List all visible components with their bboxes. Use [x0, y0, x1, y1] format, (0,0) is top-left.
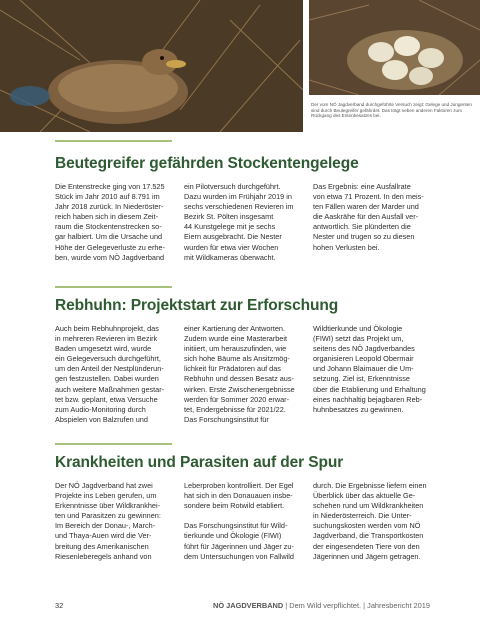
paragraph: Der NÖ Jagdverband hat zwei Projekte ins Leben gerufen, um Erkenntnisse über Wildkrankhei- ten und Parasitzen zu gewinnen: Im Bereich der Donau-, March- und Thaya-Auen wird die Ver- breitung des Amerikanischen Riesenleberegels anhand von [55, 481, 161, 561]
paragraph: Auch beim Rebhuhnprojekt, das in mehreren Revieren im Bezirk Baden umgesetzt wird, wurde ein Gelegeversuch durchgeführt, um den Anteil der Nestplünderun- gen festzustellen. Dabei wurden auch weitere Maßnahmen gestar- tet bzw. geplant, etwa Versuche zum Audio-Monitoring durch Abspielen von Balzrufen und [55, 324, 165, 424]
text-column-3 [313, 324, 430, 425]
footer-text [213, 601, 430, 610]
eggs-in-nest-photo [309, 0, 480, 95]
footer-brand: NÖ JAGDVERBAND [212, 601, 284, 610]
eggs-photo-illustration [309, 0, 480, 95]
text-column-2 [184, 481, 301, 562]
paragraph: Das Ergebnis: eine Ausfallrate von etwa 71 Prozent. In den meis- ten Fällen waren der Marder und die Aaskrähe für den Ausfall ver- antwortlich. Sie plünderten die Nester und trugen so zu diesen hohen Verlusten bei. [313, 182, 424, 252]
page-number: 32 [55, 601, 64, 610]
section-rule [55, 286, 172, 288]
footer-tagline: | Dem Wild verpflichtet. | Jahresbericht 2019 [283, 601, 430, 610]
photo-caption: Der vom NÖ Jagdverband durchgeführte Versuch zeigt: Gelege und Jungenten sind durch Beutegreifer gefährdet. Das trägt neben anderen Faktoren zum Rückgang des Entenbesatzes bei. [311, 102, 472, 119]
paragraph: ein Pilotversuch durchgeführt. Dazu wurden im Frühjahr 2019 in sechs verschiedenen Revieren im Bezirk St. Pölten insgesamt 44 Kunstgelege mit je sechs Eiern ausgebracht. Die Nester wurden für etwa vier Wochen mit Wildkameras überwacht. [184, 182, 294, 262]
section-krankheiten [55, 443, 430, 562]
section-title: Beutegreifer gefährden Stockentengelege [55, 155, 359, 172]
paragraph: Die Entenstrecke ging von 17.525 Stück im Jahr 2010 auf 8.791 im Jahr 2018 zurück. In Niederöster- reich haben sich in diesem Zeit- raum die Stockentenstrecken so- gar halbiert. Um die Ursache und Höhe der Gelegeverluste zu erhe- ben, wurde vom NÖ Jagdverband [55, 182, 165, 262]
text-column-1 [55, 481, 172, 562]
section-rule [55, 140, 172, 142]
paragraph: Wildtierkunde und Ökologie (FIWI) setzt das Projekt um, seitens des NÖ Jagdverbandes organisieren Leopold Obermair und Johann Blaimauer die Um- setzung. Ziel ist, Erkenntnisse über die Etablierung und Erhaltung eines nachhaltig bejagbaren Reb- huhnbesatzes zu gewinnen. [313, 324, 426, 414]
text-column-2 [184, 324, 301, 425]
paragraph: Leberproben kontrolliert. Der Egel hat sich in den Donauauen insbe- sondere beim Rotwild etabliert. Das Forschungsinstitut für Wild- tierkunde und Ökologie (FIWI) führt für Jägerinnen und Jäger zu- dem Untersuchungen von Fallwild [184, 481, 294, 561]
text-column-3 [313, 481, 430, 562]
text-column-3 [313, 182, 430, 263]
section-rule [55, 443, 172, 445]
paragraph: durch. Die Ergebnisse liefern einen Überblick über das aktuelle Ge- schehen rund um Wildkrankheiten in Niederösterreich. Die Unter- suchungskosten werden vom NÖ Jagdverband, die Transportkosten der eingesendeten Tiere von den Jägerinnen und Jägern getragen. [313, 481, 427, 561]
section-title: Krankheiten und Parasiten auf der Spur [55, 454, 344, 471]
duck-on-nest-photo [0, 0, 303, 132]
duck-photo-illustration [0, 0, 303, 132]
text-column-1 [55, 182, 172, 263]
paragraph: einer Kartierung der Antworten. Zudem wurde eine Masterarbeit initiiert, um herauszufinden, wie sich hohe Bäume als Ansitzmög- lichkeit für Prädatoren auf das Rebhuhn und dessen Besatz aus- wirken. Erste Zwischenergebnisse werden für Sommer 2020 erwar- tet, Endergebnisse für 2021/22. Das Forschungsinstitut für [184, 324, 295, 424]
section-rebhuhn [55, 286, 430, 425]
section-title: Rebhuhn: Projektstart zur Erforschung [55, 297, 339, 314]
section-columns [55, 324, 430, 425]
section-columns [55, 481, 430, 562]
section-beutegreifer [55, 140, 430, 263]
text-column-1 [55, 324, 172, 425]
section-columns [55, 182, 430, 263]
header-photos [0, 0, 480, 132]
text-column-2 [184, 182, 301, 263]
